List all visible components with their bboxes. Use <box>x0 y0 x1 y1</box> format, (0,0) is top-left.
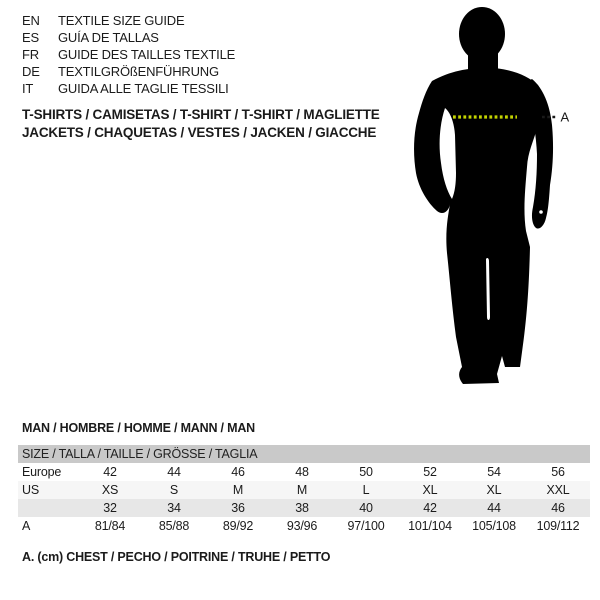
row-label: A <box>22 519 31 533</box>
lang-row-en <box>22 12 235 29</box>
table-cell: XS <box>101 483 119 497</box>
table-cell: 44 <box>167 465 181 479</box>
category-line-jackets: JACKETS / CHAQUETAS / VESTES / JACKEN / GIACCHE <box>22 125 377 140</box>
table-row-chest-a <box>18 517 590 535</box>
table-cell: M <box>296 483 308 497</box>
size-table <box>18 445 590 535</box>
table-cell: 42 <box>423 501 437 515</box>
lang-row-it <box>22 80 235 97</box>
row-label: Europe <box>22 465 62 479</box>
table-cell: 93/96 <box>286 519 318 533</box>
language-guide-list <box>22 12 235 97</box>
size-table-header: SIZE / TALLA / TAILLE / GRÖSSE / TAGLIA <box>18 445 590 463</box>
lang-code: EN <box>22 13 40 28</box>
table-cell: 54 <box>487 465 501 479</box>
table-cell: 48 <box>295 465 309 479</box>
lang-code: DE <box>22 64 40 79</box>
table-cell: 38 <box>295 501 309 515</box>
man-silhouette-figure <box>395 5 575 395</box>
table-cell: 46 <box>551 501 565 515</box>
lang-row-de <box>22 63 235 80</box>
table-cell: 40 <box>359 501 373 515</box>
table-cell: 50 <box>359 465 373 479</box>
category-line-tshirts: T-SHIRTS / CAMISETAS / T-SHIRT / T-SHIRT / MAGLIETTE <box>22 107 380 122</box>
lang-code: FR <box>22 47 39 62</box>
table-cell: 34 <box>167 501 181 515</box>
table-cell: 89/92 <box>222 519 254 533</box>
silhouette-body <box>414 68 542 384</box>
table-cell: 85/88 <box>158 519 190 533</box>
row-label: US <box>22 483 39 497</box>
table-row-us <box>18 481 590 499</box>
table-cell: 42 <box>103 465 117 479</box>
table-cell: 32 <box>103 501 117 515</box>
lang-label: GUIDA ALLE TAGLIE TESSILI <box>58 81 229 96</box>
table-cell: 44 <box>487 501 501 515</box>
man-silhouette-svg <box>395 5 575 395</box>
measurement-footnote: A. (cm) CHEST / PECHO / POITRINE / TRUHE / PETTO <box>22 550 331 564</box>
table-cell: 81/84 <box>94 519 126 533</box>
silhouette-hand-detail <box>539 210 543 214</box>
table-cell: 46 <box>231 465 245 479</box>
table-cell: 52 <box>423 465 437 479</box>
table-cell: 109/112 <box>536 519 580 533</box>
lang-row-fr <box>22 46 235 63</box>
measure-label-a: A <box>560 109 569 125</box>
table-cell: 105/108 <box>472 519 516 533</box>
table-cell: 101/104 <box>408 519 452 533</box>
table-cell: XXL <box>546 483 570 497</box>
table-cell: 36 <box>231 501 245 515</box>
silhouette-right-arm <box>526 79 553 229</box>
lang-label: GUIDE DES TAILLES TEXTILE <box>58 47 236 62</box>
lang-code: ES <box>22 30 39 45</box>
lang-code: IT <box>22 81 34 96</box>
table-cell: M <box>232 483 244 497</box>
table-cell: XL <box>486 483 502 497</box>
table-cell: XL <box>422 483 438 497</box>
lang-label: GUÍA DE TALLAS <box>58 30 159 45</box>
section-title-man: MAN / HOMBRE / HOMME / MANN / MAN <box>22 421 255 435</box>
table-row-numeric <box>18 499 590 517</box>
table-row-europe <box>18 463 590 481</box>
table-cell: L <box>362 483 370 497</box>
lang-row-es <box>22 29 235 46</box>
category-titles <box>22 106 380 142</box>
lang-label: TEXTILE SIZE GUIDE <box>58 13 185 28</box>
lang-label: TEXTILGRÖßENFÜHRUNG <box>58 64 219 79</box>
table-cell: 97/100 <box>347 519 385 533</box>
table-cell: S <box>169 483 179 497</box>
table-cell: 56 <box>551 465 565 479</box>
